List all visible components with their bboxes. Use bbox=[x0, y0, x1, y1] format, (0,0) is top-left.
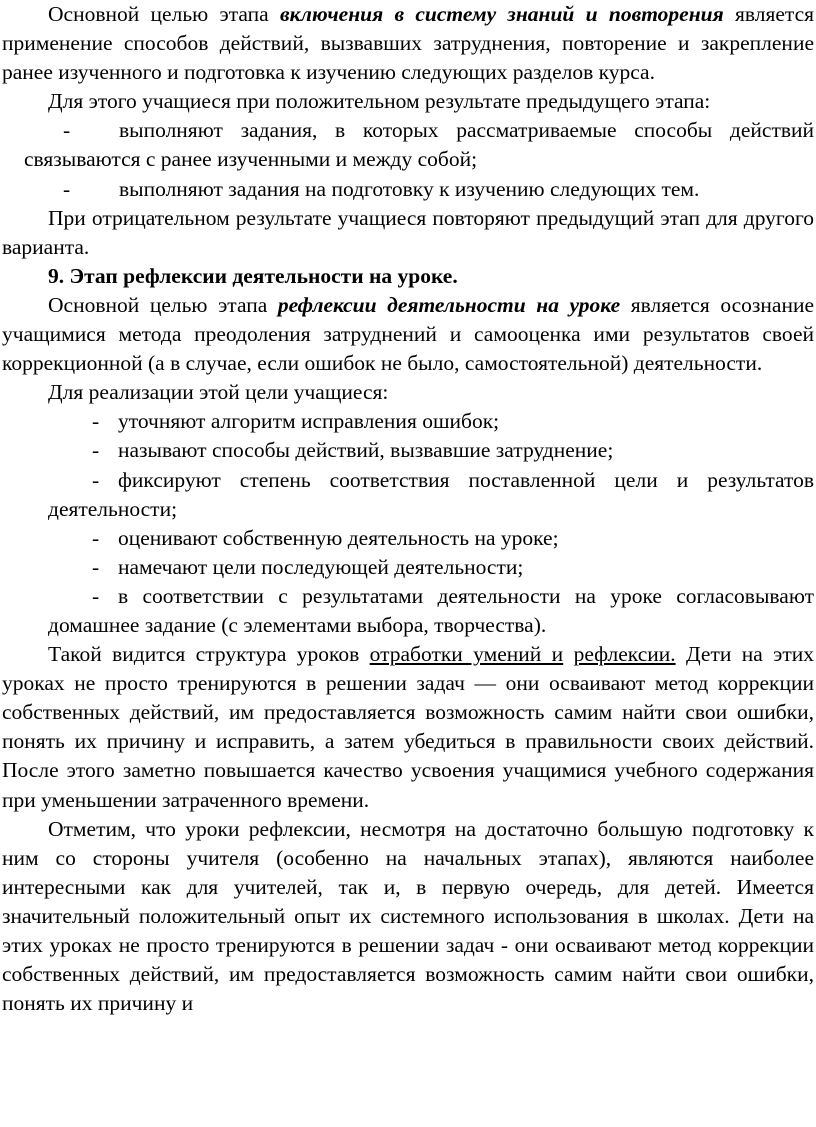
list-item bbox=[2, 553, 814, 582]
list-item bbox=[2, 116, 814, 174]
document-page bbox=[2, 0, 814, 1018]
paragraph-positive-result: Для этого учащиеся при положительном результате предыдущего этапа: bbox=[48, 89, 711, 114]
text: является применение способов действий, вызвавших затруднения, повторение и закрепление ранее изученного и подготовка к изучению следующих разделов курса. bbox=[2, 2, 814, 85]
dash-marker: - bbox=[63, 118, 71, 143]
text: Такой видится структура уроков bbox=[48, 642, 370, 667]
list-item bbox=[2, 175, 814, 204]
list-item-text: оценивают собственную деятельность на уроке; bbox=[118, 525, 559, 550]
paragraph-stage-goal bbox=[2, 0, 814, 87]
list-item-text: уточняют алгоритм исправления ошибок; bbox=[118, 409, 500, 434]
dash-marker: - bbox=[92, 467, 100, 492]
list-item bbox=[2, 582, 814, 640]
underlined-term: отработки умений и bbox=[369, 642, 564, 667]
list-item-text: выполняют задания на подготовку к изучению следующих тем. bbox=[119, 176, 700, 201]
dash-marker: - bbox=[92, 525, 100, 550]
list-item-text: называют способы действий, вызвавшие затруднение; bbox=[118, 438, 614, 463]
paragraph-reflection-goal bbox=[2, 291, 814, 378]
text: Основной целью этапа bbox=[48, 2, 280, 26]
section-heading: 9. Этап рефлексии деятельности на уроке. bbox=[48, 263, 458, 288]
text: Дети на этих уроках не просто тренируются в решении задач — они осваивают метод коррекции собственных действий, им предоставляется возможность самим найти свои ошибки, понять их причину и исправить, а затем убедиться в правильности своих действий. После этого заметно повышается качество усвоения учащимися учебного содержания при уменьшении затраченного времени. bbox=[2, 642, 815, 812]
dash-marker: - bbox=[92, 409, 100, 434]
paragraph-lesson-structure bbox=[2, 640, 814, 815]
dash-marker: - bbox=[92, 583, 100, 608]
emphasis-term: включения в систему знаний и повторения bbox=[279, 2, 724, 26]
list-item-text: фиксируют степень соответствия поставленной цели и результатов деятельности; bbox=[48, 467, 814, 521]
paragraph-negative-result: При отрицательном результате учащиеся повторяют предыдущий этап для другого варианта. bbox=[2, 205, 814, 259]
list-item-text: в соответствии с результатами деятельности на уроке согласовывают домашнее задание (с элементами выбора, творчества). bbox=[48, 583, 814, 637]
text: Основной целью этапа bbox=[48, 292, 278, 317]
dash-marker: - bbox=[92, 554, 100, 579]
text bbox=[563, 642, 573, 666]
emphasis-term: рефлексии деятельности на уроке bbox=[277, 292, 621, 317]
dash-marker: - bbox=[92, 438, 100, 463]
list-item bbox=[2, 407, 814, 436]
list-item bbox=[2, 524, 814, 553]
dash-marker: - bbox=[63, 176, 71, 201]
underlined-term: рефлексии. bbox=[573, 642, 676, 667]
list-item-text: выполняют задания, в которых рассматриваемые способы действий связываются с ранее изученными и между собой; bbox=[24, 118, 814, 172]
paragraph-reflection-lessons: Отметим, что уроки рефлексии, несмотря на достаточно большую подготовку к ним со стороны учителя (особенно на начальных этапах), являются наиболее интересными как для учителей, так и, в первую очередь, для детей. Имеется значительный положительный опыт их системного использования в школах. Дети на этих уроках не просто тренируются в решении задач - они осваивают метод коррекции собственных действий, им предоставляется возможность самим найти свои ошибки, понять их причину и bbox=[2, 816, 814, 1016]
text: является осознание учащимися метода преодоления затруднений и самооценка ими результатов своей коррекционной (а в случае, если ошибок не было, самостоятельной) деятельности. bbox=[2, 292, 814, 376]
list-item-text: намечают цели последующей деятельности; bbox=[118, 554, 524, 579]
list-item bbox=[2, 466, 814, 524]
list-item bbox=[2, 436, 814, 465]
paragraph-implementation: Для реализации этой цели учащиеся: bbox=[48, 380, 389, 405]
